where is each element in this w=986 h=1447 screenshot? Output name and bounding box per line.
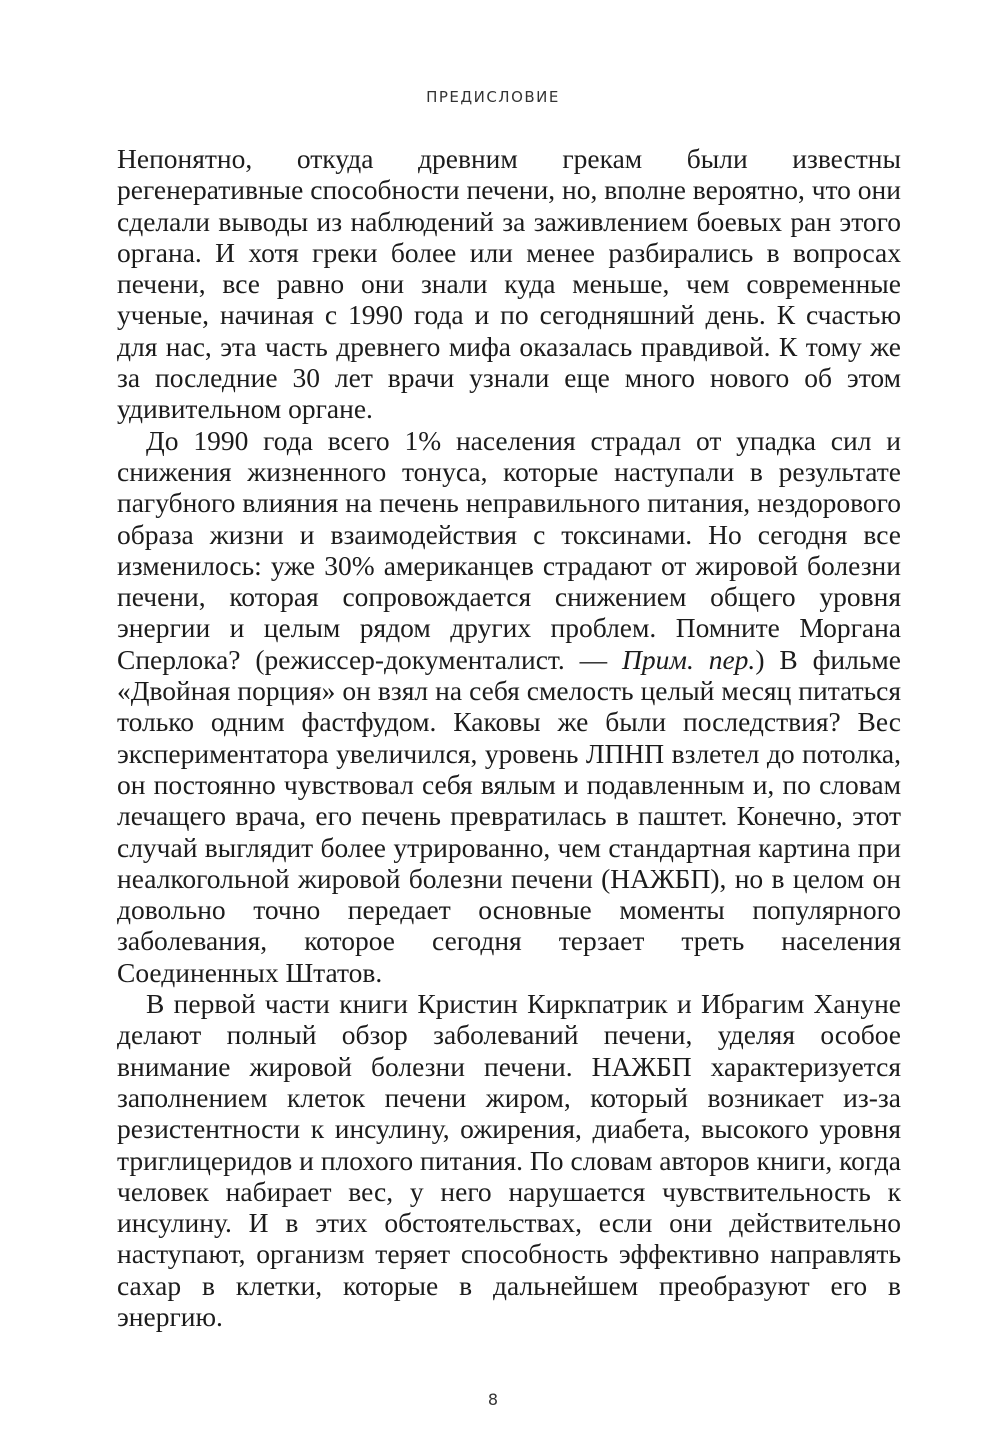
- running-head: ПРЕДИСЛОВИЕ: [426, 88, 560, 106]
- page-number: 8: [487, 1390, 499, 1409]
- translator-note: Прим. пер.: [622, 643, 756, 675]
- body-text: [117, 143, 901, 1332]
- paragraph-2-text-b: ) В фильме «Двойная порция» он взял на себя смелость целый месяц питаться только одним фастфудом. Каковы же были последствия? Вес экспериментатора увеличился, уровень ЛПНП взлетел до потолка, он постоянно чувствовал себя вялым и подавленным и, по словам лечащего врача, его печень превратилась в паштет. Конечно, этот случай выглядит более утрированно, чем стандартная картина при неалкогольной жировой болезни печени (НАЖБП), но в целом он довольно точно передает основные моменты популярного заболевания, которое сегодня терзает треть населения Соединенных Штатов.: [117, 643, 901, 988]
- paragraph-2: [117, 425, 901, 988]
- paragraph-3: В первой части книги Кристин Киркпатрик и Ибрагим Хануне делают полный обзор заболеваний печени, уделяя особое внимание жировой болезни печени. НАЖБП характеризуется заполнением клеток печени жиром, который возникает из-за резистентности к инсулину, ожирения, диабета, высокого уровня триглицеридов и плохого питания. По словам авторов книги, когда человек набирает вес, у него нарушается чувствительность к инсулину. И в этих обстоятельствах, если они действительно наступают, организм теряет способность эффективно направлять сахар в клетки, которые в дальнейшем преобразуют его в энергию.: [117, 988, 901, 1332]
- paragraph-1: Непонятно, откуда древним грекам были известны регенеративные способности печени, но, вполне вероятно, что они сделали выводы из наблюдений за заживлением боевых ран этого органа. И хотя греки более или менее разбирались в вопросах печени, все равно они знали куда меньше, чем современные ученые, начиная с 1990 года и по сегодняшний день. К счастью для нас, эта часть древнего мифа оказалась правдивой. К тому же за последние 30 лет врачи узнали еще много нового об этом удивительном органе.: [117, 143, 901, 425]
- paragraph-2-text-a: До 1990 года всего 1% населения страдал от упадка сил и снижения жизненного тонуса, которые наступали в результате пагубного влияния на печень неправильного питания, нездорового образа жизни и взаимодействия с токсинами. Но сегодня все изменилось: уже 30% американцев страдают от жировой болезни печени, которая сопровождается снижением общего уровня энергии и целым рядом других проблем. Помните Моргана Сперлока? (режиссер-документалист. —: [117, 424, 901, 675]
